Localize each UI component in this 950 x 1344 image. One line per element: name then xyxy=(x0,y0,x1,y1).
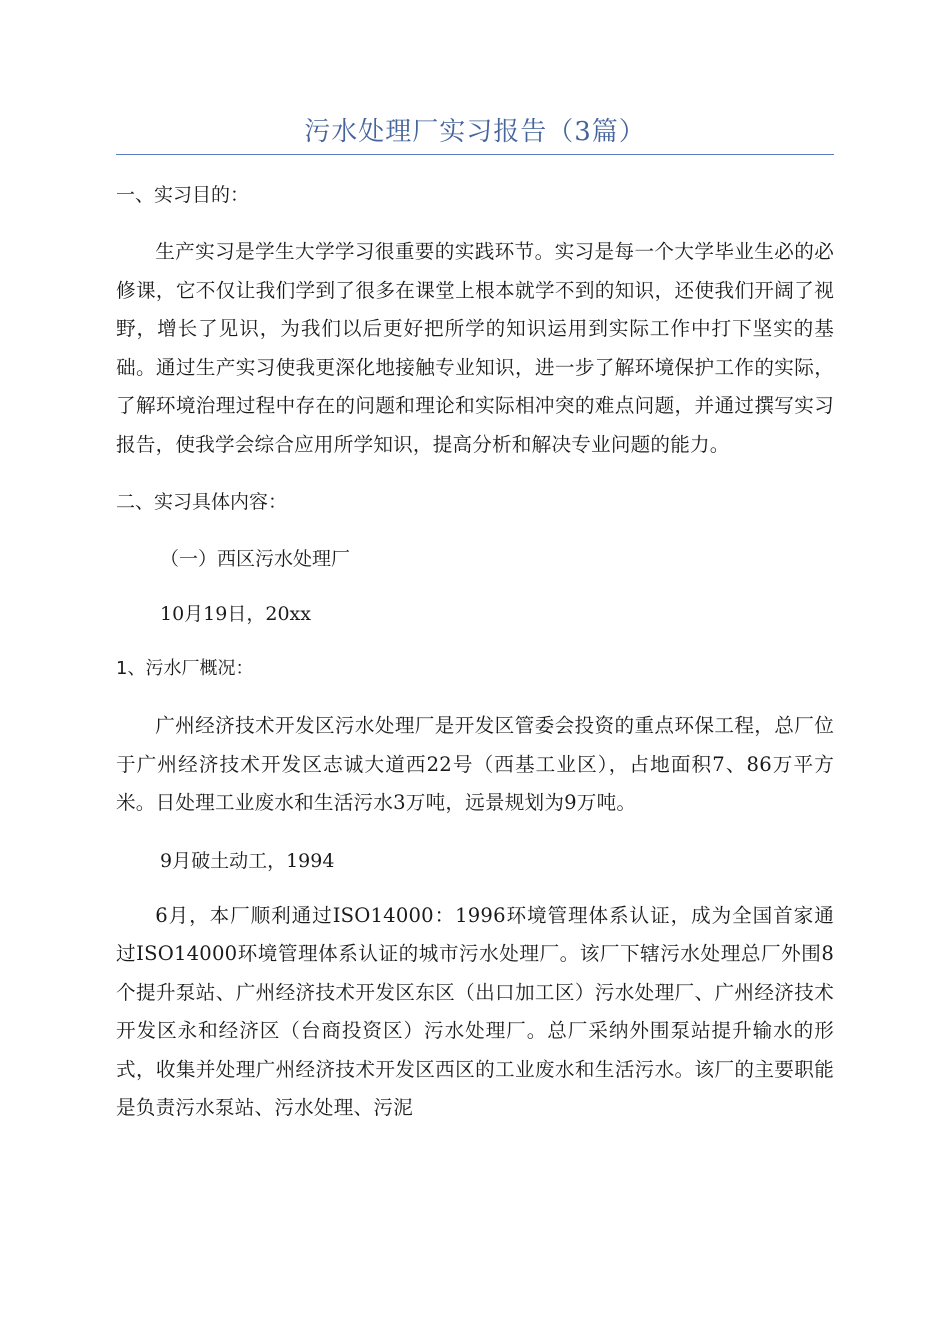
item-heading-overview: 1、污水厂概况： xyxy=(116,658,254,679)
paragraph-overview: 广州经济技术开发区污水处理厂是开发区管委会投资的重点环保工程，总厂位于广州经济技术开发区志诚大道西22号（西基工业区），占地面积7、86万平方米。日处理工业废水和生活污水3万吨，远景规划为9万吨。 xyxy=(116,714,834,814)
section-heading-purpose: 一、实习目的： xyxy=(116,184,250,206)
document-title: 污水处理厂实习报告（3篇） xyxy=(304,117,646,147)
date-line: 10月19日，20xx xyxy=(160,603,311,625)
title-underline xyxy=(116,154,834,155)
subsection-title: （一）西区污水处理厂 xyxy=(160,548,351,570)
event-line: 9月破土动工，1994 xyxy=(160,849,335,872)
paragraph-purpose: 生产实习是学生大学学习很重要的实践环节。实习是每一个大学毕业生必的必修课，它不仅让我们学到了很多在课堂上根本就学不到的知识，还使我们开阔了视野，增长了见识，为我们以后更好把所学的知识运用到实际工作中打下坚实的基础。通过生产实习使我更深化地接触专业知识，进一步了解环境保护工作的实际，了解环境治理过程中存在的问题和理论和实际相冲突的难点问题，并通过撰写实习报告，使我学会综合应用所学知识，提高分析和解决专业问题的能力。 xyxy=(116,240,834,456)
paragraph-certification: 6月，本厂顺利通过ISO14000：1996环境管理体系认证，成为全国首家通过ISO14000环境管理体系认证的城市污水处理厂。该厂下辖污水处理总厂外围8个提升泵站、广州经济技术开发区东区（出口加工区）污水处理厂、广州经济技术开发区永和经济区（台商投资区）污水处理厂。总厂采纳外围泵站提升输水的形式，收集并处理广州经济技术开发区西区的工业废水和生活污水。该厂的主要职能是负责污水泵站、污水处理、污泥 xyxy=(116,903,834,1119)
section-heading-content: 二、实习具体内容： xyxy=(116,491,288,513)
document-body xyxy=(116,176,834,1147)
